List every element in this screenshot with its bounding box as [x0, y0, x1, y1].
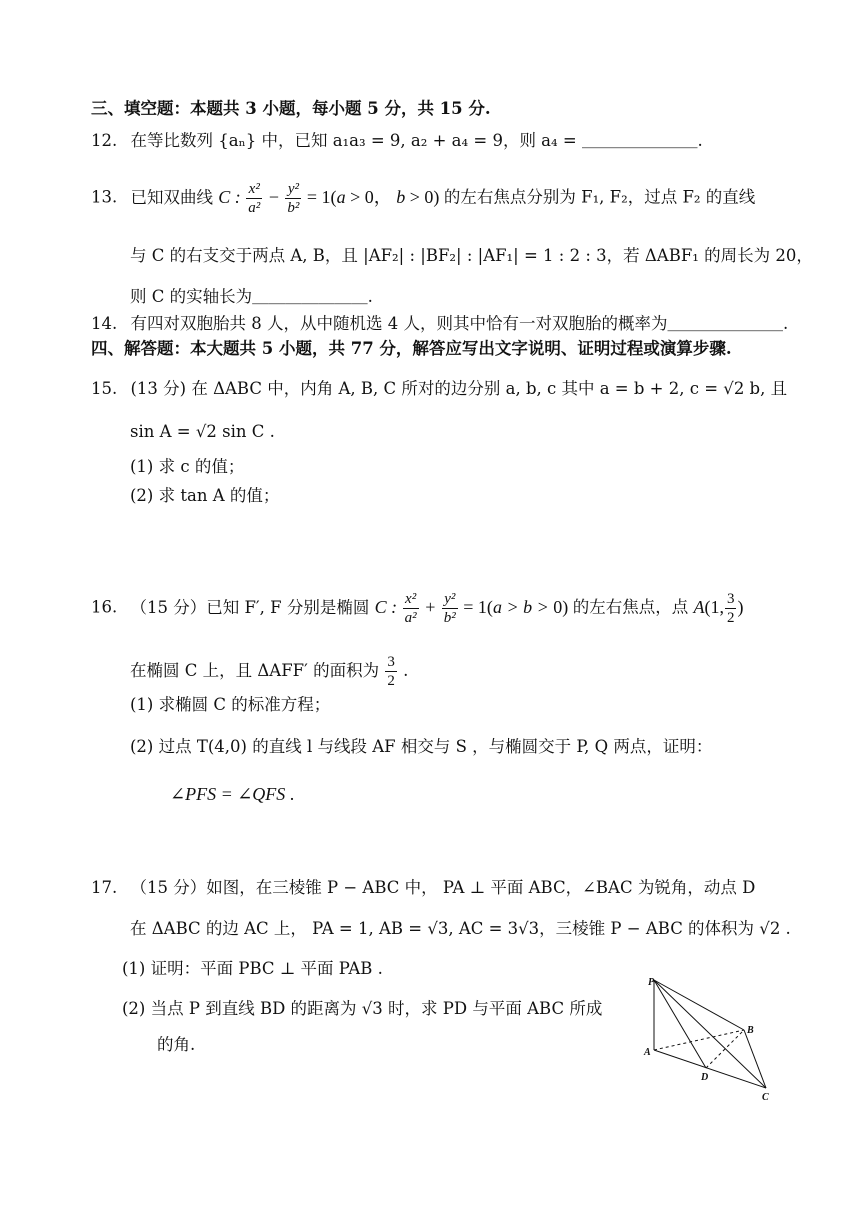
question-16-line-1 — [91, 590, 743, 627]
question-17-line-2: 在 ΔABC 的边 AC 上， PA = 1, AB = √3, AC = 3√3，三棱锥 P − ABC 的体积为 √2 . — [130, 919, 791, 938]
question-15-part-1: (1) 求 c 的值； — [130, 457, 245, 476]
question-16-part-2: (2) 过点 T(4,0) 的直线 l 与线段 AF 相交与 S ，与椭圆交于 P, Q 两点，证明： — [130, 737, 713, 756]
label-a: A — [644, 1047, 651, 1058]
label-b: B — [747, 1025, 754, 1036]
edge-ab-dashed — [654, 1030, 744, 1050]
question-text: 的左右焦点分别为 F₁, F₂，过点 F₂ 的直线 — [443, 187, 756, 207]
pyramid-figure — [640, 975, 780, 1110]
question-number: 12. — [91, 131, 118, 150]
label-p: P — [648, 977, 655, 988]
question-15-part-2: (2) 求 tan A 的值； — [130, 486, 280, 505]
question-12 — [91, 130, 703, 152]
question-17-part-2-line-1: (2) 当点 P 到直线 BD 的距离为 √3 时，求 PD 与平面 ABC 所成 — [122, 999, 603, 1018]
question-text: （15 分）如图，在三棱锥 P − ABC 中， PA ⊥ 平面 ABC，∠BAC 为锐角，动点 D — [130, 878, 756, 897]
section-header-fill-in: 三、填空题：本题共 3 小题，每小题 5 分，共 15 分. — [91, 99, 491, 118]
question-14 — [91, 313, 788, 335]
question-number: 16. — [91, 597, 118, 617]
area-fraction: $\frac{3}{2}$ — [387, 654, 395, 689]
question-text: (13 分) 在 ΔABC 中，内角 A, B, C 所对的边分别 a, b, c 其中 a = b + 2, c = √2 b, 且 — [130, 379, 788, 398]
question-text: 在等比数列 {aₙ} 中，已知 a₁a₃ = 9, a₂ + a₄ = 9，则 a₄ = ＿＿＿＿＿＿＿. — [130, 131, 703, 150]
question-number: 13. — [91, 187, 118, 207]
question-text: 在椭圆 C 上，且 ΔAFF′ 的面积为 — [130, 661, 380, 680]
question-17-line-1 — [91, 877, 755, 899]
question-15-line-2: sin A = √2 sin C . — [130, 422, 275, 441]
question-13-line-3: 则 C 的实轴长为＿＿＿＿＿＿＿. — [130, 287, 373, 306]
question-text: 有四对双胞胎共 8 人，从中随机选 4 人，则其中恰有一对双胞胎的概率为＿＿＿＿＿＿＿. — [130, 314, 789, 333]
question-number: 14. — [91, 314, 118, 333]
edge-pb — [654, 980, 744, 1030]
question-text: （15 分）已知 F′, F 分别是椭圆 — [130, 597, 370, 617]
edge-bc — [744, 1030, 766, 1088]
label-c: C — [762, 1092, 769, 1103]
question-16-part-1: (1) 求椭圆 C 的标准方程； — [130, 695, 331, 714]
question-number: 17. — [91, 878, 118, 897]
question-text: 的左右焦点，点 — [572, 597, 689, 617]
question-13-line-1 — [91, 180, 755, 217]
section-header-solutions: 四、解答题：本大题共 5 小题，共 77 分，解答应写出文字说明、证明过程或演算步骤. — [91, 339, 732, 358]
label-d: D — [701, 1072, 709, 1083]
edge-ac — [654, 1050, 766, 1088]
question-16-line-2: 在椭圆 C 上，且 ΔAFF′ 的面积为 $\frac{3}{2}$ . — [130, 654, 409, 689]
ellipse-equation: C : $\frac{\text{x²}}{\text{a²}}$ + $\frac{\text{y²}}{\text{b²}}$ = 1(a > b > 0) — [374, 591, 569, 626]
edge-pd — [654, 980, 706, 1068]
hyperbola-equation: C : $\frac{\text{x²}}{\text{a²}}$ − $\frac{\text{y²}}{\text{b²}}$ = 1(a > 0， b > 0) — [218, 181, 440, 216]
question-text: 已知双曲线 — [130, 187, 213, 207]
question-17-part-2-line-2: 的角. — [157, 1035, 196, 1054]
question-13-line-2: 与 C 的右支交于两点 A, B，且 |AF₂| : |BF₂| : |AF₁| = 1 : 2 : 3，若 ΔABF₁ 的周长为 20， — [130, 246, 813, 265]
question-16-part-2-equation: ∠PFS = ∠QFS . — [170, 784, 295, 804]
question-17-part-1: (1) 证明：平面 PBC ⊥ 平面 PAB . — [122, 959, 383, 978]
question-number: 15. — [91, 379, 118, 398]
point-a: A(1, $\frac{3}{2}$ ) — [693, 591, 744, 626]
question-15-line-1 — [91, 378, 787, 400]
